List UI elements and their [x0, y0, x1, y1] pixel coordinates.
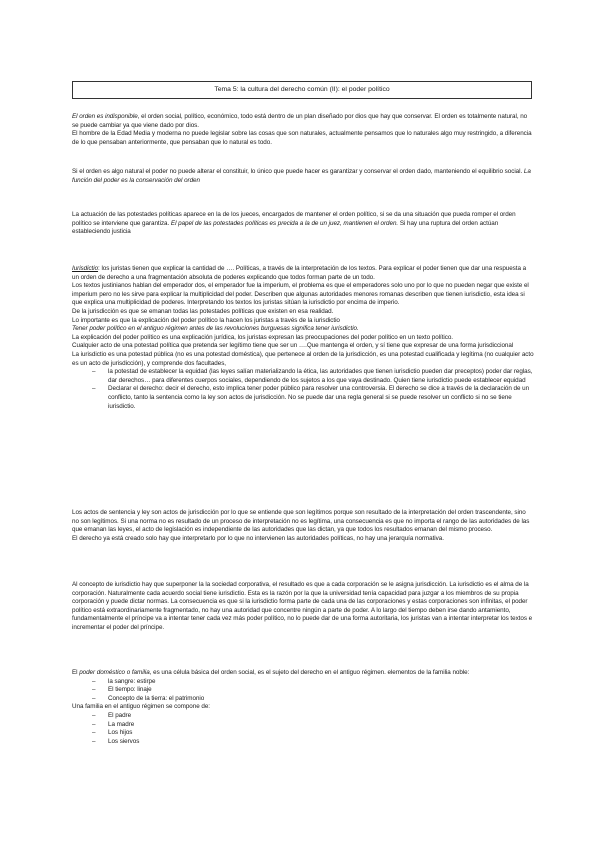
text-span: , es una célula básica del orden social, es el sujeto del derecho en el antiguo régimen. elementos de la familia noble: — [149, 669, 470, 676]
paragraph-3 — [72, 211, 534, 237]
text-line: El derecho ya está creado solo hay que interpretarlo por lo que no intervienen las autoridades políticas, no hay una jerarquía normativa. — [72, 534, 444, 542]
text-line: Tener poder político en el antiguo régimen antes de las revoluciones burguesas significa tener iurisdictio. — [72, 325, 359, 333]
text-line: Cualquier acto de una potestad política que pretenda ser legítimo tiene que ser un ….Que mantenga el orden, y sí tiene que expresar de una forma jurisdiccional — [72, 342, 514, 350]
text-span: : los juristas tienen que explicar la cantidad de …. Políticas, a través de la interpretación de los textos. Para explicar el poder tienen que dar una respuesta a un orden de derecho a una fragmentación absoluta de poderes explicando que todos forman parte de un todo. — [72, 265, 527, 281]
text-line: Al concepto de iurisdictio hay que superponer la la sociedad corporativa, el resultado es que a cada corporación se le asigna jurisdicción. La iurisdictio es el alma de la corporación. Naturalmente cada acuerdo social tiene iurisdictio. Esta es la razón por la que la universidad tenía capacidad para juzgar a los miembros de su propia corporación y puede dictar normas. La consecuencia es que si la iurisdictio forma parte de cada una de las corporaciones y estas corporaciones son infinitas, el poder político está extraordinariamente fragmentado, no hay una autoridad que concentre ningún a parte de poder. A lo largo del tiempo deben irse dando antamiento, fundamentalmente el príncipe va a intentar tener cada vez más poder político, no lo puede dar de una forma autoritaria, los juristas van a intentar interpretar los textos e incrementar el poder del príncipe. — [72, 581, 533, 631]
text-span: El — [72, 669, 80, 676]
list-item: – la potestad de establecer la equidad (las leyes salían materializando la ética, las autoridades que tienen iurisdictio pueden dar preceptos) poder dar reglas, dar derechos… para diferentes cuerpos sociales, dependiendo de los sujetos a los que vaya destinado. Quien tiene iurisdictio puede establecer equidad — [108, 368, 534, 385]
text-line: La iurisdictio es una potestad pública (no es una potestad doméstica), que pertenece al orden de la jurisdicción, es una potestad cualificada y legítima (no cualquier acto es un acto de jurisdicción), y comprende dos facultades, — [72, 350, 534, 367]
paragraph-4 — [72, 265, 534, 411]
list-item: – El tiempo: linaje — [108, 686, 534, 695]
text-span: Si hay una ruptura del orden actúan estableciendo justicia — [72, 219, 499, 236]
list-item: – Los hijos — [108, 729, 534, 738]
list-item: – El padre — [108, 712, 534, 721]
text-span: Si el orden es algo natural el poder no puede alterar el constituir, lo único que puede hacer es garantizar y conservar el orden dado, manteniendo el equilibrio social. — [72, 168, 523, 175]
paragraph-7 — [72, 669, 534, 746]
list — [72, 368, 534, 411]
list — [72, 712, 534, 746]
text-line: El hombre de la Edad Media y moderna no puede legislar sobre las cosas que son naturales, actualmente pensamos que lo naturales algo muy restringido, a diferencia de lo que pensaban anteriormente, que pensaban que lo natural es todo. — [72, 130, 532, 146]
text-span: La actuación de las potestades políticas aparece en la de los jueces, encargados de mantener el orden político, si se da una situación que pueda romper el orden político se interviene que garantiza. — [72, 211, 516, 227]
list-item: – Los siervos — [108, 738, 534, 747]
text-span: El orden es indisponible — [72, 113, 138, 120]
list-item: – Concepto de la tierra: el patrimonio — [108, 695, 534, 704]
paragraph-6 — [72, 581, 534, 633]
text-line: Los textos justinianos hablan del emperador dos, el emperador fue la imperium, el problema es que el emperadores solo uno por lo que no pueden negar que existe el imperium pero no les sirve para explicar la multiplicidad del poder. Describen que algunas autoridades menores romanas describen que tienen iurisdictio, esta idea si que explica una multiplicidad de poderes. Interpretando los textos los juristas sitúan la iurisdictio por encima de imperio. — [72, 282, 529, 307]
paragraph-2 — [72, 168, 534, 185]
text-span: La función del poder es la conservación del orden — [72, 168, 531, 184]
page-title: Tema 5: la cultura del derecho común (II): el poder político — [72, 81, 532, 99]
text-line: La explicación del poder político es una explicación jurídica, los juristas expresan las preocupaciones del poder político en un texto político. — [72, 333, 453, 341]
list-item: – la sangre: estirpe — [108, 678, 534, 687]
text-line: Una familia en el antiguo régimen se compone de: — [72, 703, 210, 711]
paragraph-5 — [72, 509, 534, 543]
list-item: – Declarar el derecho: decir el derecho, esto implica tener poder público para resolver una controversia. El derecho se dice a través de la declaración de un conflicto, tanto la sentencia como la ley son actos de jurisdicción. No se puede dar una regla general si se puede resolver un conflicto si no se tiene iurisdictio. — [108, 385, 534, 411]
text-line: Lo importante es que la explicación del poder político la hacen los juristas a través de la iurisdictio — [72, 316, 340, 324]
text-line: De la jurisdicción es que se emanan todas las potestades políticas que existen en esa realidad. — [72, 307, 334, 315]
text-span: poder doméstico o familia — [79, 669, 150, 676]
text-span: Iurisdictio — [72, 265, 99, 272]
paragraph-1 — [72, 113, 534, 147]
list-item: – La madre — [108, 721, 534, 730]
text-span: , el orden social, político, económico, todo está dentro de un plan diseñado por dios que hay que conservar. El orden es totalmente natural, no se puede cambiar ya que viene dado por dios. — [72, 113, 528, 129]
text-line: Los actos de sentencia y ley son actos de jurisdicción por lo que se entiende que son legítimos porque son resultado de la interpretación del orden trascendente, sino no son legítimos. Si una norma no es resultado de un proceso de interpretación no es legítima, una consecuencia es que no importa el rango de las autoridades de las que emanan las leyes, el acto de legislación es independiente de las autoridades que las dictan, ya que todos los resultados emanan del mismo proceso. — [72, 509, 530, 534]
text-span: El papel de las potestades políticas es precida a la de un juez, mantienen el orden. — [170, 219, 399, 227]
list — [72, 678, 534, 704]
